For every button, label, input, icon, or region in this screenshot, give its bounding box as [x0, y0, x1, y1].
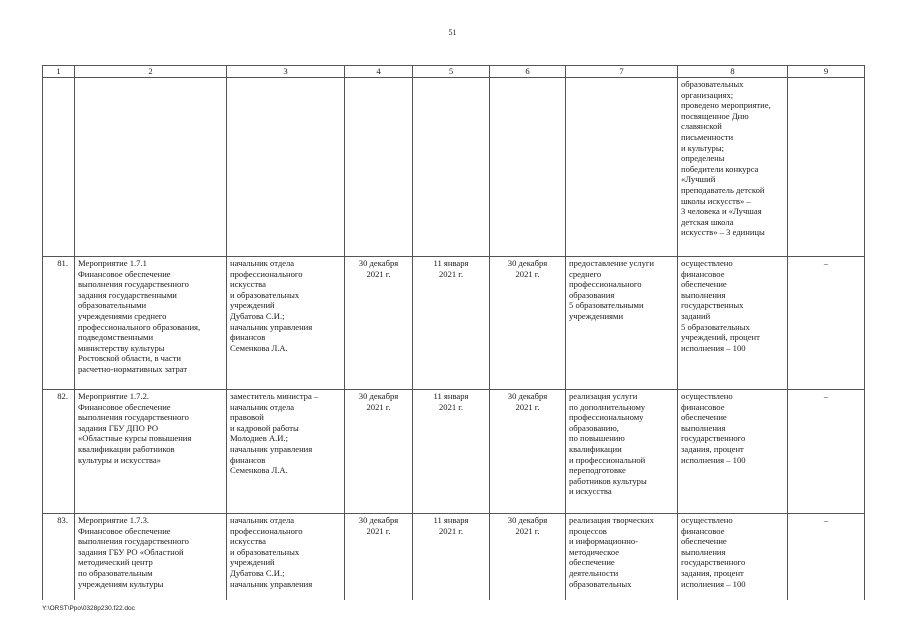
header-row	[43, 66, 865, 78]
header-col-8: 8	[678, 66, 788, 78]
responsible: начальник отдела профессионального искусства и образовательных учреждений Дубатова С.И.; начальник управления финансов Семенкова Л.А.	[227, 257, 345, 390]
header-col-9: 9	[788, 66, 865, 78]
planned-result: реализация услуги по дополнительному профессиональному образованию, по повышению квалификации и профессиональной переподготовке работников культуры и искусства	[566, 390, 678, 514]
responsible: заместитель министра – начальник отдела правовой и кадровой работы Молодиев А.И.; начальник управления финансов Семенкова Л.А.	[227, 390, 345, 514]
actual-end-date	[490, 78, 566, 257]
header-col-3: 3	[227, 66, 345, 78]
row-number: 82.	[43, 390, 75, 514]
actual-start-date: 11 января 2021 г.	[413, 257, 490, 390]
row-number: 83.	[43, 514, 75, 600]
page-number: 51	[448, 28, 457, 37]
table-row	[43, 257, 865, 390]
measure-name	[75, 78, 227, 257]
file-path-footer: Y:\ORST\Ppo\0328p230.f22.doc	[42, 605, 135, 612]
measures-table	[42, 65, 865, 600]
actual-result: осуществлено финансовое обеспечение выполнения государственного задания, процент исполнения – 100	[678, 390, 788, 514]
notes: –	[788, 390, 865, 514]
measure-name: Мероприятие 1.7.1 Финансовое обеспечение выполнения государственного задания государственными образовательными учреждениями среднего профессионального образования, подведомственными министерству культуры Ростовской области, в части расчетно-нормативных затрат	[75, 257, 227, 390]
header-col-5: 5	[413, 66, 490, 78]
actual-result: образовательных организациях; проведено мероприятие, посвященное Дню славянской письменности и культуры; определены победители конкурса «Лучший преподаватель детской школы искусств» – 3 человека и «Лучшая детская школа искусств» – 3 единицы	[678, 78, 788, 257]
planned-result: реализация творческих процессов и информационно- методическое обеспечение деятельности образовательных	[566, 514, 678, 600]
planned-end-date	[345, 78, 413, 257]
header-col-2: 2	[75, 66, 227, 78]
actual-start-date: 11 января 2021 г.	[413, 514, 490, 600]
measure-name: Мероприятие 1.7.3. Финансовое обеспечение выполнения государственного задания ГБУ РО «Областной методический центр по образовательным учреждениям культуры	[75, 514, 227, 600]
planned-result	[566, 78, 678, 257]
row-number	[43, 78, 75, 257]
table-row	[43, 78, 865, 257]
responsible	[227, 78, 345, 257]
table-row	[43, 390, 865, 514]
header-col-7: 7	[566, 66, 678, 78]
planned-result: предоставление услуги среднего профессионального образования 5 образовательными учреждениями	[566, 257, 678, 390]
row-number: 81.	[43, 257, 75, 390]
notes	[788, 78, 865, 257]
header-col-6: 6	[490, 66, 566, 78]
actual-result: осуществлено финансовое обеспечение выполнения государственных заданий 5 образовательных учреждений, процент исполнения – 100	[678, 257, 788, 390]
measure-name: Мероприятие 1.7.2. Финансовое обеспечение выполнения государственного задания ГБУ ДПО РО «Областные курсы повышения квалификации работников культуры и искусства»	[75, 390, 227, 514]
actual-end-date: 30 декабря 2021 г.	[490, 514, 566, 600]
notes: –	[788, 257, 865, 390]
actual-start-date	[413, 78, 490, 257]
responsible: начальник отдела профессионального искусства и образовательных учреждений Дубатова С.И.; начальник управления	[227, 514, 345, 600]
planned-end-date: 30 декабря 2021 г.	[345, 257, 413, 390]
planned-end-date: 30 декабря 2021 г.	[345, 390, 413, 514]
actual-start-date: 11 января 2021 г.	[413, 390, 490, 514]
planned-end-date: 30 декабря 2021 г.	[345, 514, 413, 600]
actual-result: осуществлено финансовое обеспечение выполнения государственного задания, процент исполнения – 100	[678, 514, 788, 600]
header-col-1: 1	[43, 66, 75, 78]
actual-end-date: 30 декабря 2021 г.	[490, 390, 566, 514]
notes: –	[788, 514, 865, 600]
header-col-4: 4	[345, 66, 413, 78]
table-row	[43, 514, 865, 600]
actual-end-date: 30 декабря 2021 г.	[490, 257, 566, 390]
